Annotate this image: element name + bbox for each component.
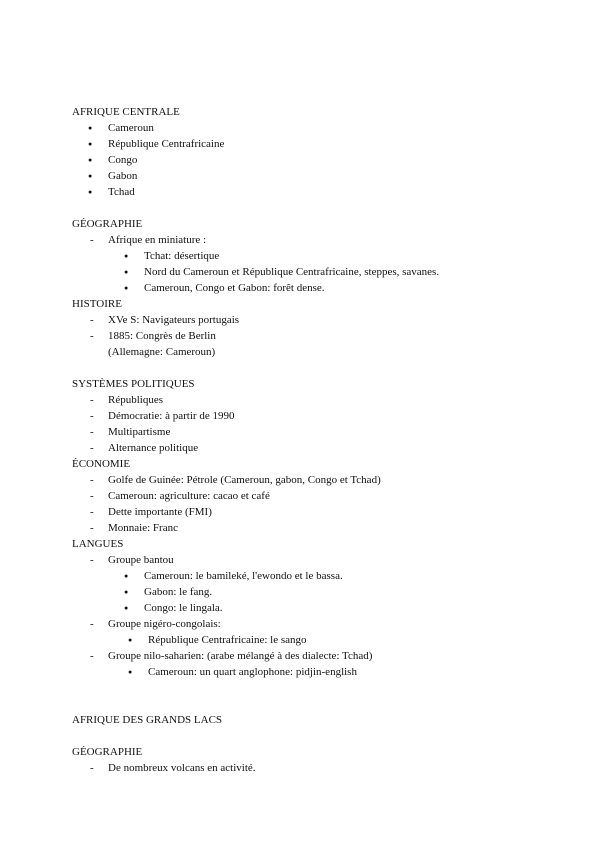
list-item: - De nombreux volcans en activité. bbox=[108, 760, 256, 776]
list-item: - Multipartisme bbox=[108, 424, 170, 440]
list-item: - Alternance politique bbox=[108, 440, 198, 456]
list-item: - Monnaie: Franc bbox=[108, 520, 178, 536]
sub-list-item: ● Nord du Cameroun et République Centrafricaine, steppes, savanes. bbox=[144, 264, 439, 280]
sub-list-item: ● Tchat: désertique bbox=[144, 248, 219, 264]
list-item: - Golfe de Guinée: Pétrole (Cameroun, gabon, Congo et Tchad) bbox=[108, 472, 381, 488]
list-item-country: ● Tchad bbox=[108, 184, 135, 200]
list-item: - Démocratie: à partir de 1990 bbox=[108, 408, 234, 424]
sub-list-item: ● Cameroun, Congo et Gabon: forêt dense. bbox=[144, 280, 325, 296]
sub-list-item: ● Cameroun: le bamileké, l'ewondo et le bassa. bbox=[144, 568, 343, 584]
list-item: - Groupe bantou bbox=[108, 552, 174, 568]
list-item: - Cameroun: agriculture: cacao et café bbox=[108, 488, 270, 504]
list-item-continuation: (Allemagne: Cameroun) bbox=[108, 346, 216, 358]
section-title-grands-lacs: AFRIQUE DES GRANDS LACS bbox=[72, 714, 223, 726]
sub-list-item: ● Gabon: le fang. bbox=[144, 584, 212, 600]
heading-geographie: GÉOGRAPHIE bbox=[72, 218, 143, 230]
list-item-country: ● Congo bbox=[108, 152, 137, 168]
sub-list-item: ● Cameroun: un quart anglophone: pidjin-english bbox=[148, 664, 357, 680]
list-item: - 1885: Congrès de Berlin bbox=[108, 328, 216, 344]
heading-systemes-politiques: SYSTÈMES POLITIQUES bbox=[72, 378, 195, 390]
heading-langues: LANGUES bbox=[72, 538, 124, 550]
heading-histoire: HISTOIRE bbox=[72, 298, 122, 310]
list-item: - Afrique en miniature : bbox=[108, 232, 206, 248]
list-item-country: ● Gabon bbox=[108, 168, 137, 184]
heading-economie: ÉCONOMIE bbox=[72, 458, 131, 470]
list-item: - XVe S: Navigateurs portugais bbox=[108, 312, 239, 328]
list-item: - Républiques bbox=[108, 392, 163, 408]
sub-list-item: ● Congo: le lingala. bbox=[144, 600, 223, 616]
list-item: - Groupe nigéro-congolais: bbox=[108, 616, 221, 632]
list-item-country: ● République Centrafricaine bbox=[108, 136, 224, 152]
list-item: - Dette importante (FMI) bbox=[108, 504, 212, 520]
sub-list-item: ● République Centrafricaine: le sango bbox=[148, 632, 307, 648]
list-item-country: ● Cameroun bbox=[108, 120, 154, 136]
section-title-afrique-centrale: AFRIQUE CENTRALE bbox=[72, 106, 180, 118]
list-item: - Groupe nilo-saharien: (arabe mélangé à des dialecte: Tchad) bbox=[108, 648, 372, 664]
heading-geographie-grands-lacs: GÉOGRAPHIE bbox=[72, 746, 143, 758]
